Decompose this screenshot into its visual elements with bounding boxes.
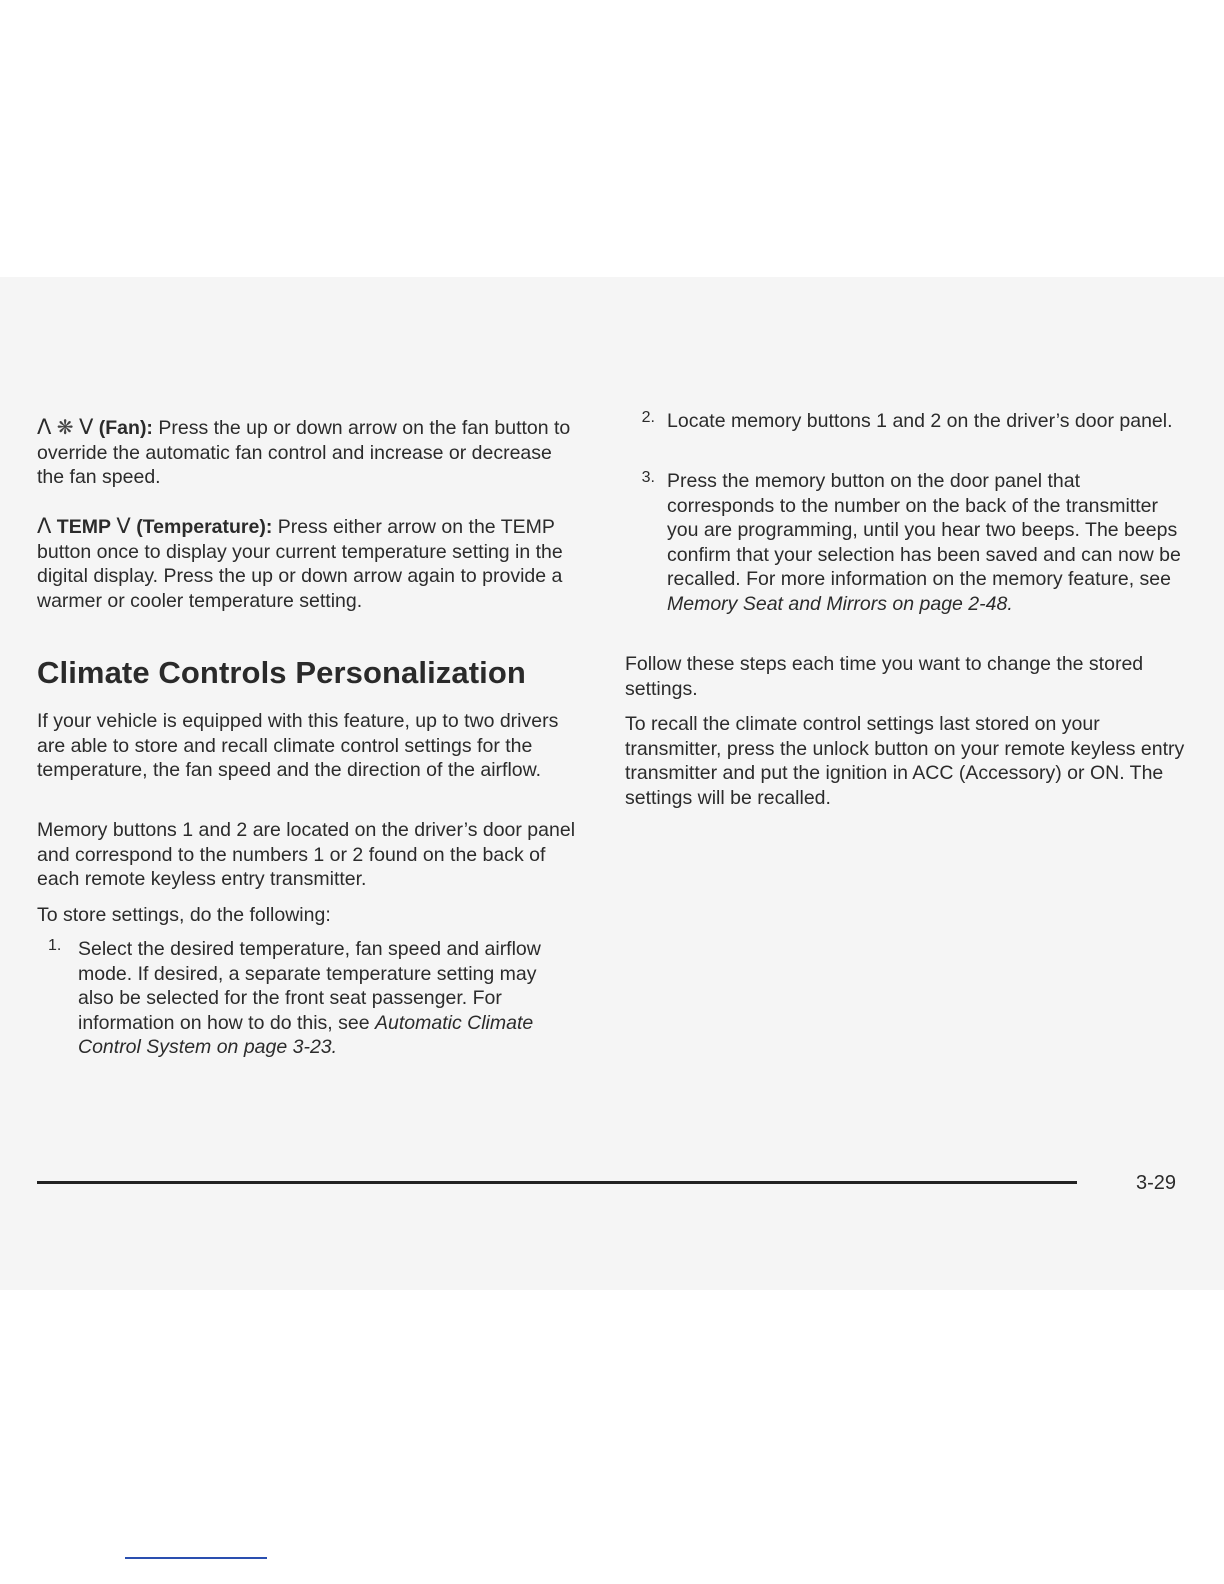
step-number: 3. <box>641 469 655 486</box>
fan-text-first: Press the up or down arrow on the <box>152 417 457 439</box>
footer-rule <box>37 1181 1077 1184</box>
fan-term: (Fan): <box>98 417 153 439</box>
follow-paragraph: Follow these steps each time you want to change the stored settings. <box>625 653 1144 700</box>
fan-text-rest: fan button to override the automatic fan control and increase or decrease the fan speed. <box>37 417 571 489</box>
down-arrow-icon: V <box>78 415 94 439</box>
down-arrow-icon: V <box>116 514 131 538</box>
step-body: Select the desired temperature, fan speed and airflow mode. If desired, a separate temperature setting may also be selected for the front seat passenger. For information on how to do this, see <box>78 938 541 1034</box>
page <box>0 277 1224 1290</box>
step-text: Locate memory buttons 1 and 2 on the driver’s door panel. <box>667 410 1173 432</box>
memory-paragraph: Memory buttons 1 and 2 are located on the driver’s door panel and correspond to the numbers 1 or 2 found on the back of each remote keyless entry transmitter. <box>37 819 576 891</box>
intro-paragraph: If your vehicle is equipped with this feature, up to two drivers are able to store and recall climate control settings for the temperature, the fan speed and the direction of the airflow. <box>37 710 559 782</box>
step-text <box>78 937 558 1060</box>
list-item <box>48 937 583 1060</box>
temp-term: (Temperature): <box>136 516 273 538</box>
section-title: Climate Controls Personalization <box>37 655 526 690</box>
list-item <box>625 469 1190 617</box>
up-arrow-icon: Λ <box>37 415 52 439</box>
temp-label: TEMP <box>56 516 111 538</box>
step-number: 2. <box>641 409 655 426</box>
link-underline <box>125 1557 267 1559</box>
up-arrow-icon: Λ <box>37 514 52 538</box>
step-body: Press the memory button on the door panel that corresponds to the number on the back of the transmitter you are programming, until you hear two beeps. The beeps confirm that your selection has been saved and can now be recalled. For more information on the memory feature, see <box>667 470 1181 591</box>
fan-paragraph <box>37 415 582 490</box>
recall-paragraph: To recall the climate control settings last stored on your transmitter, press the unlock button on your remote keyless entry transmitter and put the ignition in ACC (Accessory) or ON. The settings will be recalled. <box>625 713 1185 809</box>
store-intro: To store settings, do the following: <box>37 904 331 926</box>
cross-reference: Memory Seat and Mirrors on page 2-48. <box>667 592 1013 615</box>
step-number: 1. <box>48 937 62 954</box>
cross-reference: Automatic Climate Control System on page 3-23. <box>78 1011 534 1059</box>
temp-text: Press either arrow on the TEMP button once to display your current temperature setting in the digital display. Press the up or down arrow again to provide a warmer or cooler temperature setting. <box>37 516 563 612</box>
step-text <box>667 469 1182 617</box>
temp-paragraph <box>37 514 567 613</box>
page-number: 3-29 <box>1136 1172 1177 1194</box>
fan-icon: ❋ <box>56 415 74 439</box>
list-item <box>625 409 1190 434</box>
